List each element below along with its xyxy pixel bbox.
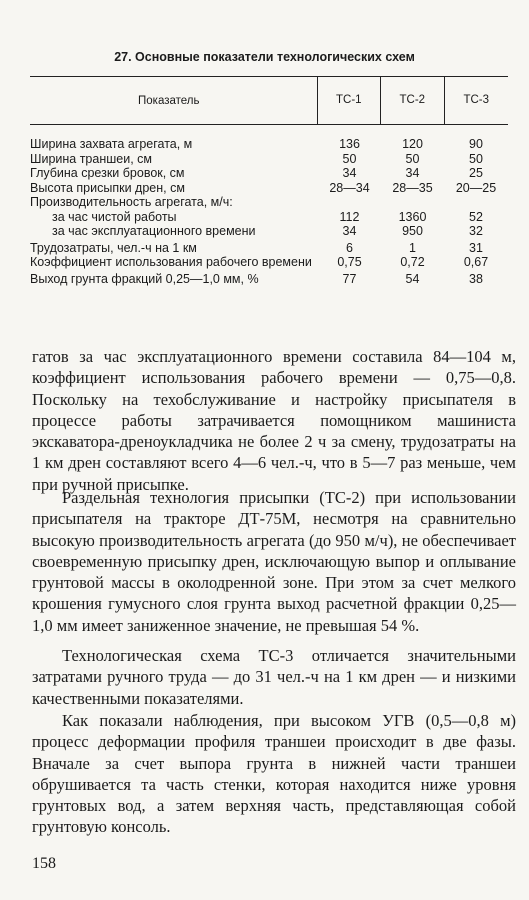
body-paragraph: Технологическая схема ТС-3 отличается значительными затратами ручного труда — до 31 чел.-ч на 1 км дрен — и низкими качественными показателями. [32,646,516,708]
header-ts2: ТС-2 [380,77,443,124]
table-row: Ширина захвата агрегата, м 136 120 90 [30,137,483,151]
table-row: Глубина срезки бровок, см 34 34 25 [30,166,483,180]
table-row: за час эксплуатационного времени 34 950 32 [52,224,483,238]
table-row: Высота присыпки дрен, см 28—34 28—35 20—25 [30,180,497,195]
table-header [30,77,508,124]
table-row: Трудозатраты, чел.-ч на 1 км 6 1 31 [30,240,483,255]
header-indicator: Показатель [138,94,200,107]
indicators-table [30,76,508,286]
page-number: 158 [32,855,56,872]
table-caption: 27. Основные показатели технологических схем [114,50,415,64]
header-ts3: ТС-3 [444,77,508,124]
header-ts1: ТС-1 [317,77,380,124]
body-paragraph: гатов за час эксплуатационного времени составила 84—104 м, коэффициент использования рабочего времени — 0,75—0,8. Поскольку на техобслуживание и настройку присыпателя в процессе работы затрачивается помощником машиниста экскаватора-дреноукладчика не более 2 ч за смену, трудозатраты на 1 км дрен составляют всего 4—6 чел.-ч, что в 5—7 раз меньше, чем при ручной присыпке. [32,347,516,494]
table-row: за час чистой работы 112 1360 52 [52,209,483,224]
table-row: Коэффициент использования рабочего времени 0,75 0,72 0,67 [30,255,489,269]
body-paragraph: Как показали наблюдения, при высоком УГВ (0,5—0,8 м) процесс деформации профиля траншеи происходит в две фазы. Вначале за счет выпора грунта в нижней части траншеи обрушивается та часть стенки, которая находится ниже уровня грунтовых вод, а затем верхняя часть, представляющая собой грунтовую консоль. [32,711,516,837]
table-row: Выход грунта фракций 0,25—1,0 мм, % 77 54 38 [30,271,483,286]
table-row: Ширина траншеи, см 50 50 50 [30,151,483,166]
table-body [30,125,508,286]
body-paragraph: Раздельная технология присыпки (ТС-2) при использовании присыпателя на тракторе ДТ-75М, несмотря на сравнительно высокую производительность агрегата (до 950 м/ч), не обеспечивает своевременную присыпку дрен, исключающую выпор и оплывание грунтовой массы в околодренной зоне. При этом за счет мелкого крошения гумусного слоя грунта выход расчетной фракции 0,25—1,0 мм имеет заниженное значение, не превышая 54 %. [32,488,516,635]
table-row: Производительность агрегата, м/ч: [30,195,233,209]
